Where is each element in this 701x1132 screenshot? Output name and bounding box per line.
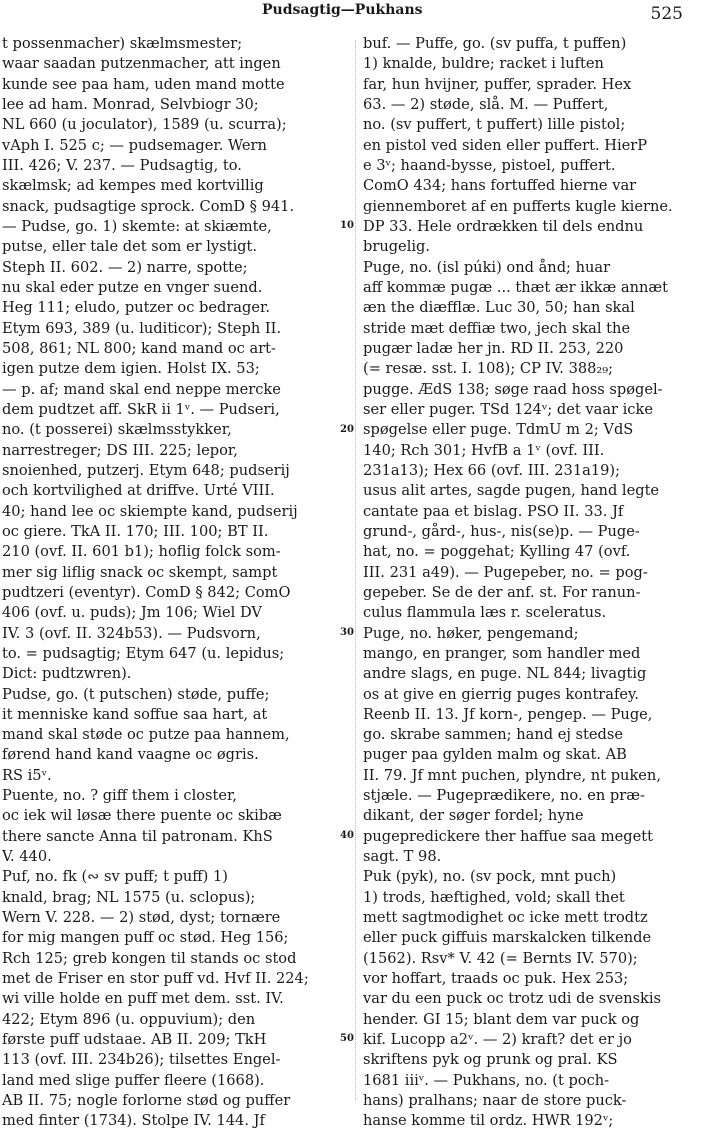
left-column <box>2 34 344 1132</box>
text-line: no. (sv puffert, t puffert) lille pistol; <box>363 116 626 134</box>
text-line: gepeber. Se de der anf. st. For ranun- <box>363 583 641 601</box>
text-line: mett sagtmodighet oc icke mett trodtz <box>363 909 648 927</box>
text-line: ser eller puger. TSd 124ᵛ; det vaar icke <box>363 400 653 418</box>
text-line: Puente, no. ? giff them i closter, <box>2 787 238 805</box>
text-line: puger paa gylden malm og skat. AB <box>363 746 627 764</box>
text-line: II. 79. Jf mnt puchen, plyndre, nt puken, <box>363 766 661 784</box>
text-line: Etym 693, 389 (u. luditicor); Steph II. <box>2 319 282 337</box>
text-line: førend hand kand vaagne oc øgris. <box>2 746 259 764</box>
text-line: Puf, no. fk (∾ sv puff; t puff) 1) <box>2 868 228 886</box>
text-line: brugelig. <box>363 238 431 256</box>
line-number: 30 <box>340 627 354 638</box>
text-line: to. = pudsagtig; Etym 647 (u. lepidus; <box>2 644 285 662</box>
text-line: spøgelse eller puge. TdmU m 2; VdS <box>363 421 634 439</box>
text-line: (1562). Rsv* V. 42 (= Bernts IV. 570); <box>363 949 638 967</box>
text-line: pugge. ÆdS 138; søge raad hoss spøgel- <box>363 380 663 398</box>
text-line: snoienhed, putzerj. Etym 648; pudserij <box>2 461 290 479</box>
text-line: nu skal eder putze en vnger suend. <box>2 278 263 296</box>
text-line: stride mæt deffiæ two, jech skal the <box>363 319 631 337</box>
text-line: putse, eller tale det som er lystigt. <box>2 238 258 256</box>
text-line: eller puck giffuis marskalcken tilkende <box>363 929 652 947</box>
text-line: giennemboret af en pufferts kugle kierne. <box>363 197 673 215</box>
text-line: for mig mangen puff oc stød. Heg 156; <box>2 929 289 947</box>
text-line: narrestreger; DS III. 225; lepor, <box>2 441 238 459</box>
text-line: igen putze dem igien. Holst IX. 53; <box>2 360 260 378</box>
page-number: 525 <box>650 4 683 24</box>
text-line: it menniske kand soffue saa hart, at <box>2 705 268 723</box>
text-line: første puff udstaae. AB II. 209; TkH <box>2 1031 267 1049</box>
text-line: t possenmacher) skælmsmester; <box>2 35 243 52</box>
text-line: aff kommæ pugæ ... thæt ær ikkæ annæt <box>363 278 668 296</box>
text-line: V. 440. <box>2 848 52 866</box>
text-line: oc giere. TkA II. 170; III. 100; BT II. <box>2 522 269 540</box>
right-column <box>363 34 685 1132</box>
text-line: IV. 3 (ovf. II. 324b53). — Pudsvorn, <box>2 624 261 642</box>
text-line: dikant, der søger fordel; hyne <box>363 807 584 825</box>
text-line: 1) trods, hæftighed, vold; skall thet <box>363 888 625 906</box>
text-line: usus alit artes, sagde pugen, hand legte <box>363 482 660 500</box>
text-line: Pudse, go. (t putschen) støde, puffe; <box>2 685 270 703</box>
text-line: andre slags, en puge. NL 844; livagtig <box>363 665 647 683</box>
text-line: wi ville holde en puff met dem. sst. IV. <box>2 990 284 1008</box>
text-line: knald, brag; NL 1575 (u. sclopus); <box>2 888 256 906</box>
column-divider <box>355 40 356 1100</box>
text-line: met de Friser en stor puff vd. Hvf II. 224; <box>2 970 309 988</box>
text-line: no. (t posserei) skælmsstykker, <box>2 421 232 439</box>
text-line: Puge, no. høker, pengemand; <box>363 624 579 642</box>
text-line: 508, 861; NL 800; kand mand oc art- <box>2 339 276 357</box>
text-line: os at give en gierrig puges kontrafey. <box>363 685 639 703</box>
text-line: NL 660 (u joculator), 1589 (u. scurra); <box>2 116 287 134</box>
page-header <box>0 0 701 30</box>
text-line: Steph II. 602. — 2) narre, spotte; <box>2 258 248 276</box>
text-line: pugær ladæ her jn. RD II. 253, 220 <box>363 339 624 357</box>
line-number: 50 <box>340 1033 354 1044</box>
text-line: hanse komme til ordz. HWR 192ᵛ; <box>363 1112 614 1130</box>
text-line: æn the diæfflæ. Luc 30, 50; han skal <box>363 299 635 317</box>
text-line: — Pudse, go. 1) skemte: at skiæmte, <box>2 217 272 235</box>
text-line: lee ad ham. Monrad, Selvbiogr 30; <box>2 95 259 113</box>
text-line: 40; hand lee oc skiempte kand, pudserij <box>2 502 298 520</box>
text-line: skælmsk; ad kempes med kortvillig <box>2 177 264 195</box>
text-line: dem pudtzet aff. SkR ii 1ᵛ. — Pudseri, <box>2 400 280 418</box>
text-line: there sancte Anna til patronam. KhS <box>2 827 273 845</box>
text-line: 63. — 2) støde, slå. M. — Puffert, <box>363 95 609 113</box>
text-line: 210 (ovf. II. 601 b1); hoflig folck som- <box>2 543 281 561</box>
text-line: 406 (ovf. u. puds); Jm 106; Wiel DV <box>2 604 262 622</box>
text-line: Dict: pudtzwren). <box>2 665 132 683</box>
text-line: Rch 125; greb kongen til stands oc stod <box>2 949 297 967</box>
text-line: e 3ᵛ; haand-bysse, pistoel, puffert. <box>363 156 616 174</box>
text-line: waar saadan putzenmacher, att ingen <box>2 55 281 73</box>
text-line: Puge, no. (isl púki) ond ånd; huar <box>363 258 611 276</box>
text-line: mand skal støde oc putze paa hannem, <box>2 726 290 744</box>
text-line: cantate paa et bislag. PSO II. 33. Jf <box>363 502 624 520</box>
text-line: far, hun hvijner, puffer, sprader. Hex <box>363 75 632 93</box>
text-line: Puk (pyk), no. (sv pock, mnt puch) <box>363 868 617 886</box>
text-line: III. 426; V. 237. — Pudsagtig, to. <box>2 156 242 174</box>
text-line: hat, no. = poggehat; Kylling 47 (ovf. <box>363 543 631 561</box>
text-line: go. skrabe sammen; hand ej stedse <box>363 726 623 744</box>
text-line: en pistol ved siden eller puffert. HierP <box>363 136 648 154</box>
text-line: (= resæ. sst. I. 108); CP IV. 388₂₉; <box>363 360 614 378</box>
text-line: Wern V. 228. — 2) stød, dyst; tornære <box>2 909 281 927</box>
text-line: skriftens pyk og prunk og pral. KS <box>363 1051 618 1069</box>
text-line: ComO 434; hans fortuffed hierne var <box>363 177 637 195</box>
text-line: grund-, gård-, hus-, nis(se)p. — Puge- <box>363 522 640 540</box>
text-line: Reenb II. 13. Jf korn-, pengep. — Puge, <box>363 705 653 723</box>
text-line: DP 33. Hele ordrækken til dels endnu <box>363 217 644 235</box>
text-line: mer sig liflig snack oc skempt, sampt <box>2 563 278 581</box>
text-line: vAph I. 525 c; — pudsemager. Wern <box>2 136 267 154</box>
text-line: vor hoffart, traads oc puk. Hex 253; <box>363 970 629 988</box>
text-line: III. 231 a49). — Pugepeber, no. = pog- <box>363 563 648 581</box>
text-line: och kortvilighed at driffve. Urté VIII. <box>2 482 275 500</box>
text-line: culus flammula læs r. sceleratus. <box>363 604 607 622</box>
text-line: oc iek wil løsæ there puente oc skibæ <box>2 807 282 825</box>
line-number: 40 <box>340 830 354 841</box>
text-line: land med slige puffer fleere (1668). <box>2 1071 265 1089</box>
text-line: — p. af; mand skal end neppe mercke <box>2 380 281 398</box>
line-number: 20 <box>340 424 354 435</box>
text-line: sagt. T 98. <box>363 848 442 866</box>
text-line: mango, en pranger, som handler med <box>363 644 641 662</box>
text-line: med finter (1734). Stolpe IV. 144. Jf <box>2 1112 265 1130</box>
text-line: hender. GI 15; blant dem var puck og <box>363 1010 640 1028</box>
text-line: 140; Rch 301; HvfB a 1ᵛ (ovf. III. <box>363 441 605 459</box>
text-line: kunde see paa ham, uden mand motte <box>2 75 285 93</box>
text-line: 422; Etym 896 (u. oppuvium); den <box>2 1010 256 1028</box>
text-line: AB II. 75; nogle forlorne stød og puffer <box>2 1092 291 1110</box>
text-line: 1) knalde, buldre; racket i luften <box>363 55 604 73</box>
text-line: hans) pralhans; naar de store puck- <box>363 1092 627 1110</box>
text-line: Heg 111; eludo, putzer oc bedrager. <box>2 299 270 317</box>
running-title: Pudsagtig—Pukhans <box>262 2 423 18</box>
text-line: 113 (ovf. III. 234b26); tilsettes Engel- <box>2 1051 281 1069</box>
text-line: stjæle. — Pugeprædikere, no. en præ- <box>363 787 645 805</box>
text-line: snack, pudsagtige sprock. ComD § 941. <box>2 197 295 215</box>
text-line: pugepredickere ther haffue saa megett <box>363 827 653 845</box>
text-line: RS i5ᵛ. <box>2 766 52 784</box>
text-line: 1681 iiiᵛ. — Pukhans, no. (t poch- <box>363 1071 610 1089</box>
text-line: var du een puck oc trotz udi de svenskis <box>363 990 661 1008</box>
text-line: buf. — Puffe, go. (sv puffa, t puffen) <box>363 35 627 52</box>
line-number: 10 <box>340 220 354 231</box>
text-line: kif. Lucopp a2ᵛ. — 2) kraft? det er jo <box>363 1031 632 1049</box>
text-line: pudtzeri (eventyr). ComD § 842; ComO <box>2 583 291 601</box>
text-line: 231a13); Hex 66 (ovf. III. 231a19); <box>363 461 621 479</box>
